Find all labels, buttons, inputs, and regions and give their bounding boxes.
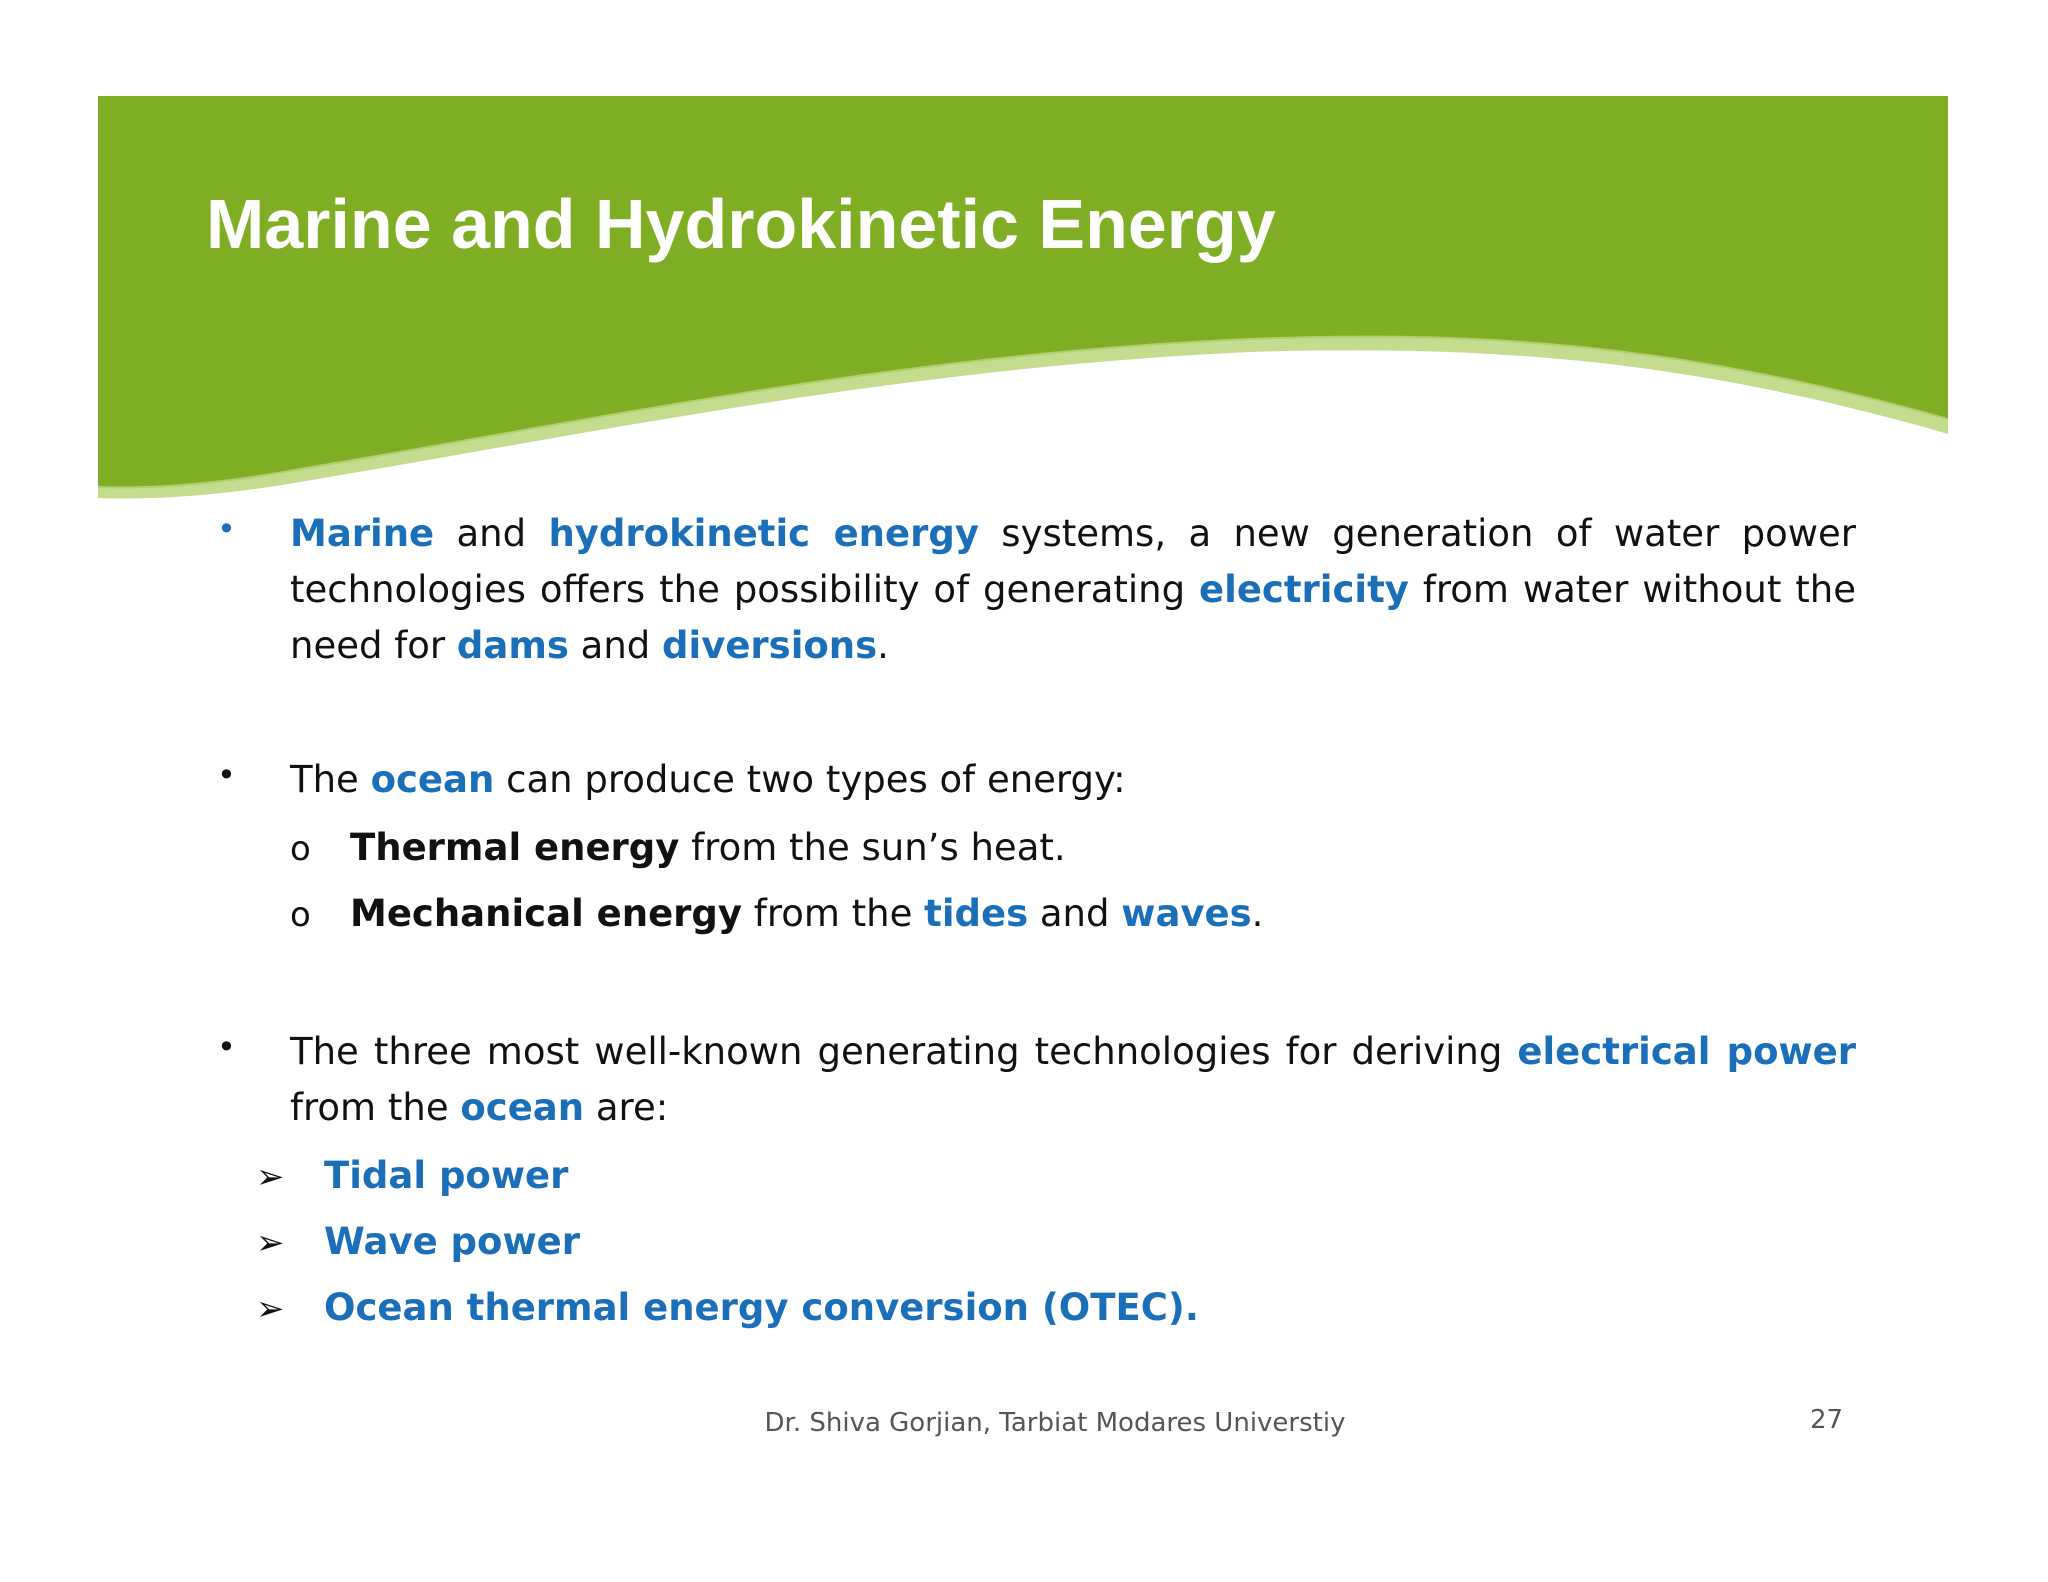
text: The three most well-known generating technologies for deriving — [290, 1030, 1518, 1073]
keyword: electricity — [1199, 568, 1409, 611]
list-item-tidal — [256, 1148, 568, 1205]
bullet-icon: • — [217, 510, 236, 548]
text: systems, a new generation of water power technologies offers the possibility of generating — [290, 512, 1856, 611]
sub-item-mechanical — [290, 886, 1263, 943]
text: can produce two types of energy: — [494, 758, 1126, 801]
keyword: electrical power — [1517, 1030, 1857, 1073]
keyword: ocean — [370, 758, 495, 801]
page-title: Marine and Hydrokinetic Energy — [206, 185, 1276, 263]
paragraph-marine — [290, 506, 1856, 674]
bullet-icon: • — [217, 756, 236, 794]
text: from water without the need for — [290, 568, 1856, 667]
arrow-bullet-icon: ➢ — [256, 1223, 285, 1263]
text: and — [568, 624, 663, 667]
bullet-icon: • — [217, 1028, 236, 1066]
keyword: dams — [456, 624, 569, 667]
keyword: tides — [924, 892, 1029, 935]
list-item-label: Tidal power — [324, 1154, 569, 1197]
list-item-wave — [256, 1214, 580, 1271]
keyword: waves — [1121, 892, 1252, 935]
list-item-label: Wave power — [324, 1220, 580, 1263]
text: and — [434, 512, 549, 555]
paragraph-ocean-types — [290, 752, 1856, 808]
circle-bullet-icon: o — [290, 895, 311, 935]
text: from the sun’s heat. — [679, 826, 1066, 869]
arrow-bullet-icon: ➢ — [256, 1289, 285, 1329]
footer-author: Dr. Shiva Gorjian, Tarbiat Modares Universtiy — [764, 1408, 1346, 1438]
text: . — [877, 624, 889, 667]
list-item-label: Ocean thermal energy conversion (OTEC). — [324, 1286, 1199, 1329]
text: from the — [290, 1086, 461, 1129]
list-item-otec — [256, 1280, 1199, 1337]
keyword: Mechanical energy — [350, 892, 743, 935]
circle-bullet-icon: o — [290, 829, 311, 869]
keyword: hydrokinetic energy — [548, 512, 979, 555]
text: from the — [742, 892, 925, 935]
text: . — [1251, 892, 1264, 935]
keyword: Thermal energy — [350, 826, 680, 869]
page-number: 27 — [1810, 1405, 1844, 1435]
keyword: ocean — [460, 1086, 585, 1129]
paragraph-technologies — [290, 1024, 1856, 1136]
sub-item-thermal — [290, 820, 1066, 877]
text: are: — [584, 1086, 669, 1129]
text: and — [1028, 892, 1122, 935]
keyword: Marine — [290, 512, 435, 555]
keyword: diversions — [662, 624, 878, 667]
arrow-bullet-icon: ➢ — [256, 1157, 285, 1197]
text: The — [290, 758, 371, 801]
